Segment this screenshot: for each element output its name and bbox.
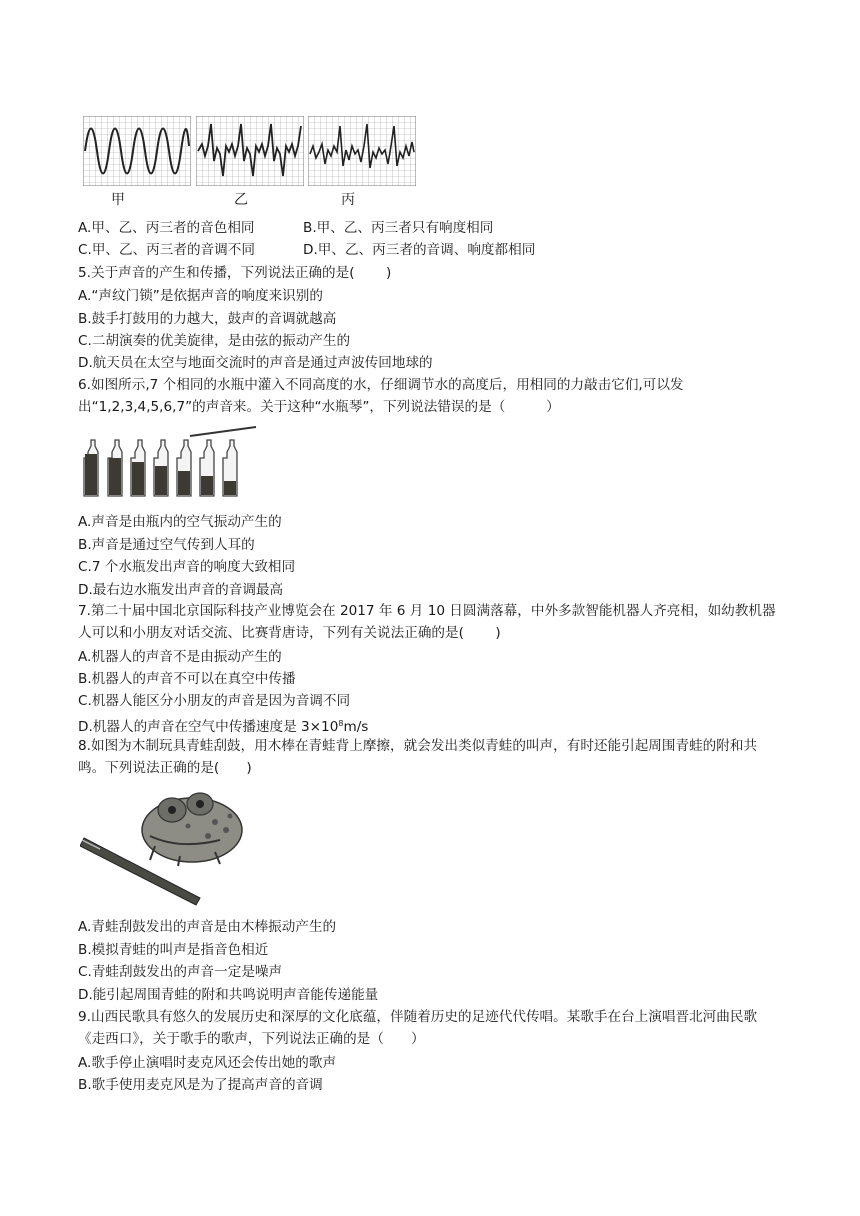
q7-option-b: B.机器人的声音不可以在真空中传播 [78,671,296,687]
q6-option-a: A.声音是由瓶内的空气振动产生的 [78,514,282,530]
q5-option-c: C.二胡演奏的优美旋律，是由弦的振动产生的 [78,333,351,349]
frog-guiro-figure [80,786,260,908]
q7-option-d-exponent: 8 [338,719,344,728]
q7-option-d-unit: m/s [343,719,369,735]
q7-option-c: C.机器人能区分小朋友的声音是因为音调不同 [78,693,351,709]
waveform-label-yi: 乙 [234,192,248,208]
q7-stem: 7.第二十届中国北京国际科技产业博览会在 2017 年 6 月 10 日圆满落幕，中外多款智能机器人齐亮相，如幼教机器人可以和小朋友对话交流、比赛背唐诗，下列有关说法正确的是( ) [78,603,776,641]
waveform-bing [308,116,416,186]
q6-option-d: D.最右边水瓶发出声音的音调最高 [78,582,284,598]
q8-stem: 8.如图为木制玩具青蛙刮鼓，用木棒在青蛙背上摩擦，就会发出类似青蛙的叫声，有时还能引起周围青蛙的附和共鸣。下列说法正确的是( ) [78,738,758,776]
q6-option-c: C.7 个水瓶发出声音的响度大致相同 [78,559,296,575]
q5-stem: 5.关于声音的产生和传播，下列说法正确的是( ) [78,265,392,281]
q8-option-d: D.能引起周围青蛙的附和共鸣说明声音能传递能量 [78,987,379,1003]
q9-option-b: B.歌手使用麦克风是为了提高声音的音调 [78,1077,323,1093]
q6-stem: 6.如图所示,7 个相同的水瓶中灌入不同高度的水，仔细调节水的高度后，用相同的力敲击它们,可以发出“1,2,3,4,5,6,7”的声音来。关于这种“水瓶琴”，下列说法错误的是（ ） [78,377,684,415]
q7-option-a: A.机器人的声音不是由振动产生的 [78,649,282,665]
q5-option-a: A.“声纹门锁”是依据声音的响度来识别的 [78,288,323,304]
q8-option-a: A.青蛙刮鼓发出的声音是由木棒振动产生的 [78,919,337,935]
q5-option-b: B.鼓手打鼓用的力越大，鼓声的音调就越高 [78,311,337,327]
q6-option-b: B.声音是通过空气传到人耳的 [78,537,255,553]
q8-option-b: B.模拟青蛙的叫声是指音色相近 [78,942,269,958]
q4-option-c: C.甲、乙、丙三者的音调不同 [78,242,255,258]
q4-option-a: A.甲、乙、丙三者的音色相同 [78,220,255,236]
waveform-label-jia: 甲 [111,192,125,208]
q8-option-c: C.青蛙刮鼓发出的声音一定是噪声 [78,964,283,980]
q4-option-d: D.甲、乙、丙三者的音调、响度都相同 [303,242,536,258]
waveform-label-bing: 丙 [341,192,355,208]
waveform-jia [83,116,191,186]
q4-option-b: B.甲、乙、丙三者只有响度相同 [303,220,494,236]
q5-option-d: D.航天员在太空与地面交流时的声音是通过声波传回地球的 [78,355,433,371]
q7-option-d-prefix: D.机器人的声音在空气中传播速度是 3×10 [78,719,339,735]
q9-option-a: A.歌手停止演唱时麦克风还会传出她的歌声 [78,1055,337,1071]
waveform-yi [196,116,304,186]
water-bottles-figure [80,424,260,500]
q9-stem: 9.山西民歌具有悠久的发展历史和深厚的文化底蕴，伴随着历史的足迹代代传唱。某歌手在台上演唱晋北河曲民歌《走西口》，关于歌手的歌声，下列说法正确的是（ ） [78,1009,758,1047]
q7-option-d [78,715,368,736]
